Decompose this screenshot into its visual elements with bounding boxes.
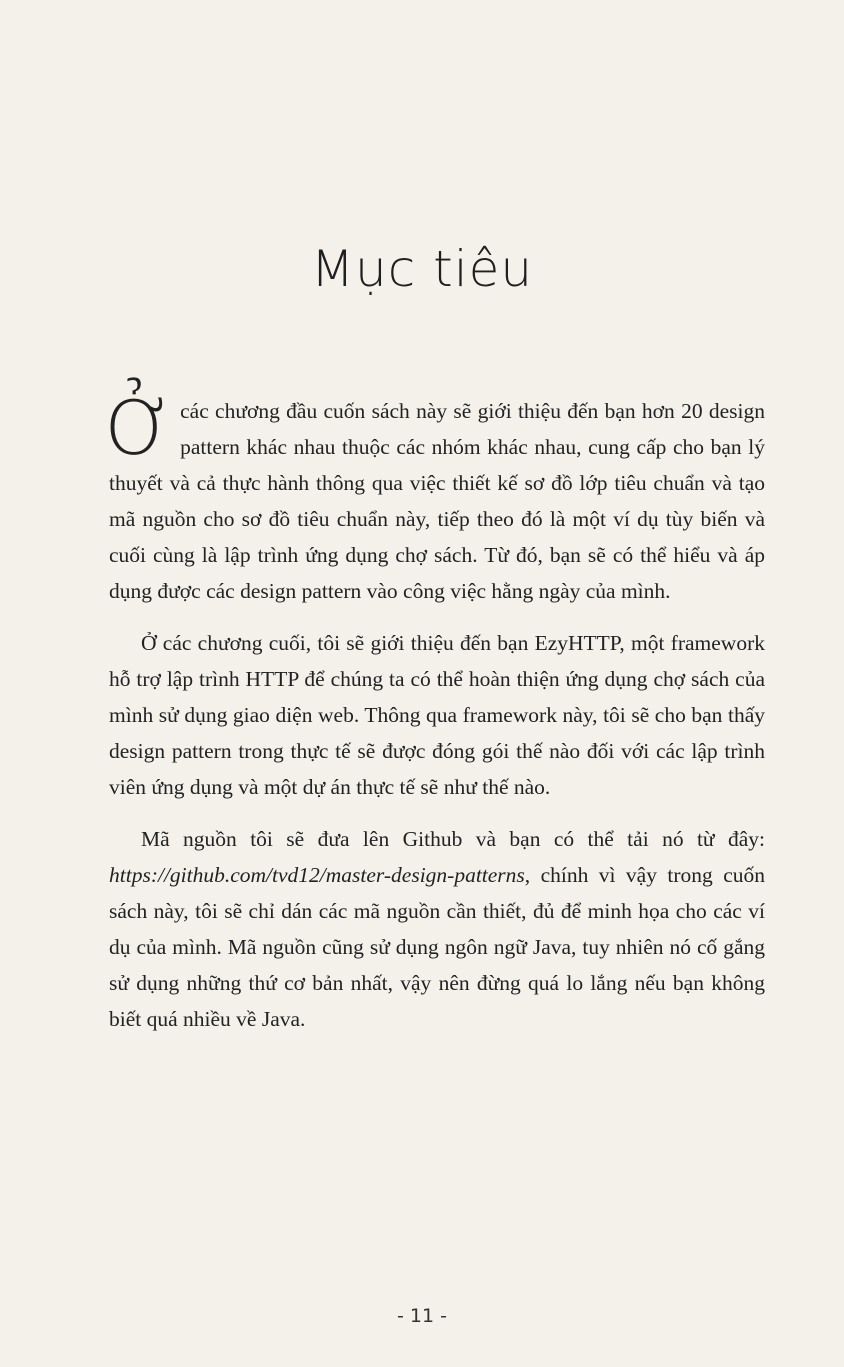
paragraph-3-rest: , chính vì vậy trong cuốn sách này, tôi sẽ chỉ dán các mã nguồn cần thiết, đủ để minh họa cho các ví dụ của mình. Mã nguồn cũng sử dụng ngôn ngữ Java, tuy nhiên nó cố gắng sử dụng những thứ cơ bản nhất, vậy nên đừng quá lo lắng nếu bạn không biết quá nhiều về Java. [109,863,765,1031]
drop-cap: Ở [105,386,175,472]
body-text [105,386,765,1053]
github-url: https://github.com/tvd12/master-design-patterns [109,863,525,887]
paragraph-1-text: các chương đầu cuốn sách này sẽ giới thiệu đến bạn hơn 20 design pattern khác nhau thuộc các nhóm khác nhau, cung cấp cho bạn lý thuyết và cả thực hành thông qua việc thiết kế sơ đồ lớp tiêu chuẩn và tạo mã nguồn cho sơ đồ tiêu chuẩn này, tiếp theo đó là một ví dụ tùy biến và cuối cùng là lập trình ứng dụng chợ sách. Từ đó, bạn sẽ có thể hiểu và áp dụng được các design pattern vào công việc hằng ngày của mình. [109,399,765,603]
paragraph-3 [109,821,765,1037]
page-title: Mục tiêu [310,240,534,298]
paragraph-2: Ở các chương cuối, tôi sẽ giới thiệu đến bạn EzyHTTP, một framework hỗ trợ lập trình HTTP để chúng ta có thể hoàn thiện ứng dụng chợ sách của mình sử dụng giao diện web. Thông qua framework này, tôi sẽ cho bạn thấy design pattern trong thực tế sẽ được đóng gói thế nào đối với các lập trình viên ứng dụng và một dự án thực tế sẽ như thế nào. [109,631,765,799]
page-number: - 11 - [397,1305,447,1327]
paragraph-3-intro: Mã nguồn tôi sẽ đưa lên Github và bạn có thể tải nó từ đây: [141,827,765,851]
paragraph-1 [105,386,765,609]
